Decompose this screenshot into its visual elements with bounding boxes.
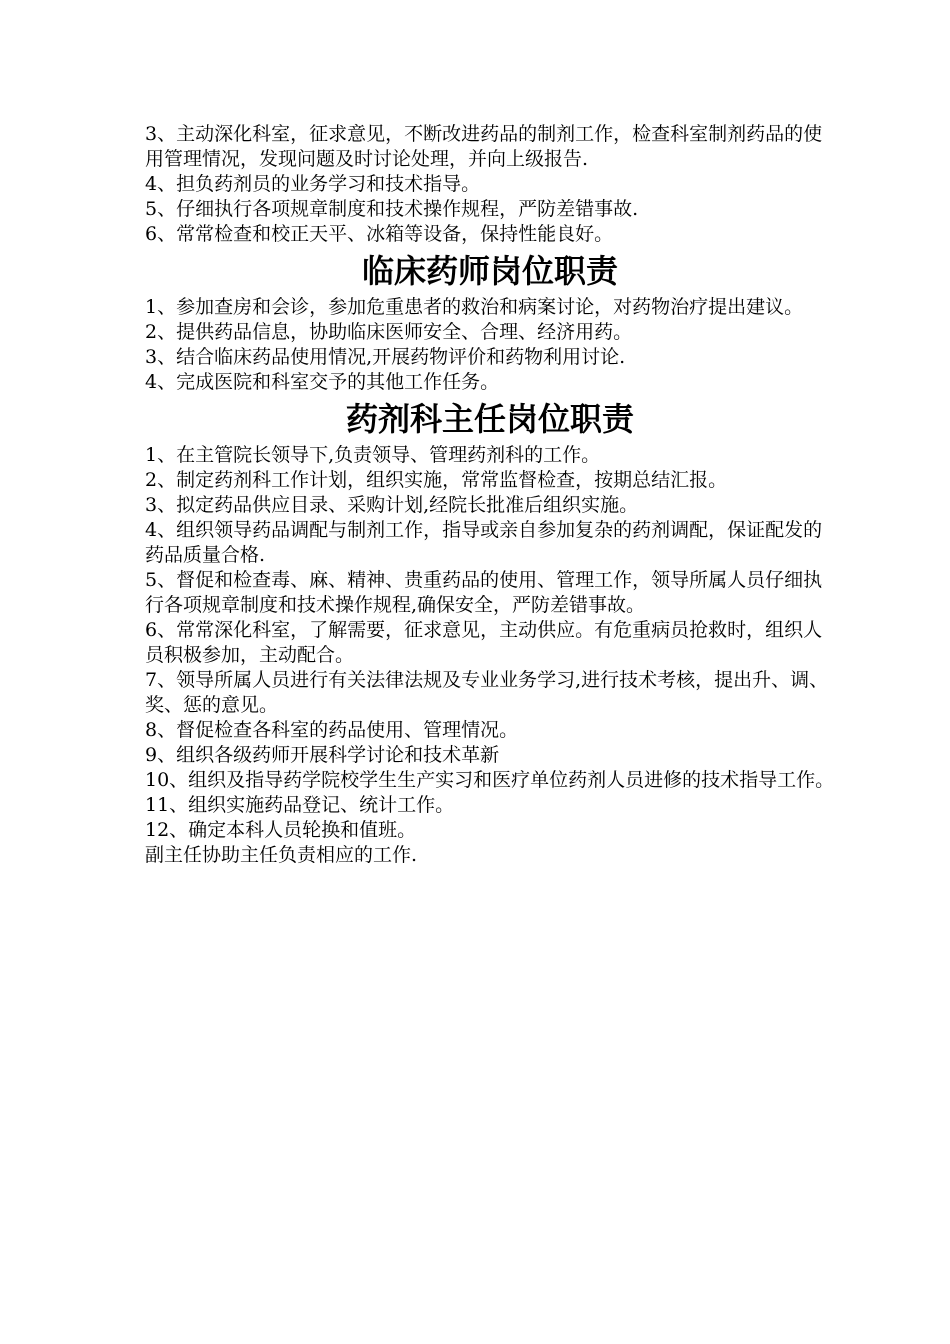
director-item-9: 9、组织各级药师开展科学讨论和技术革新 xyxy=(145,744,500,766)
director-item-1: 1、在主管院长领导下,负责领导、管理药剂科的工作。 xyxy=(145,444,601,466)
director-item-8: 8、督促检查各科室的药品使用、管理情况。 xyxy=(145,719,519,741)
director-item-12: 12、确定本科人员轮换和值班。 xyxy=(145,819,417,841)
director-item-5: 5、督促和检查毒、麻、精神、贵重药品的使用、管理工作，领导所属人员仔细执行各项规章制度和技术操作规程,确保安全，严防差错事故。 xyxy=(145,569,823,616)
director-item-11: 11、组织实施药品登记、统计工作。 xyxy=(145,794,455,816)
duty-item-4: 4、担负药剂员的业务学习和技术指导。 xyxy=(145,173,481,195)
director-item-10: 10、组织及指导药学院校学生生产实习和医疗单位药剂人员进修的技术指导工作。 xyxy=(145,769,835,791)
director-item-4: 4、组织领导药品调配与制剂工作，指导或亲自参加复杂的药剂调配，保证配发的药品质量合格. xyxy=(145,519,823,566)
document-body xyxy=(145,122,835,868)
director-item-6: 6、常常深化科室，了解需要，征求意见，主动供应。有危重病员抢救时，组织人员积极参加，主动配合。 xyxy=(145,619,823,666)
duty-item-6: 6、常常检查和校正天平、冰箱等设备，保持性能良好。 xyxy=(145,223,614,245)
clinical-item-1: 1、参加查房和会诊，参加危重患者的救治和病案讨论，对药物治疗提出建议。 xyxy=(145,296,804,318)
director-closing-note: 副主任协助主任负责相应的工作. xyxy=(145,844,418,866)
clinical-item-4: 4、完成医院和科室交予的其他工作任务。 xyxy=(145,371,500,393)
clinical-item-2: 2、提供药品信息，协助临床医师安全、合理、经济用药。 xyxy=(145,321,633,343)
duty-item-3: 3、主动深化科室，征求意见，不断改进药品的制剂工作，检查科室制剂药品的使用管理情况，发现问题及时讨论处理，并向上级报告. xyxy=(145,123,823,170)
director-item-3: 3、拟定药品供应目录、采购计划,经院长批准后组织实施。 xyxy=(145,494,639,516)
director-item-2: 2、制定药剂科工作计划，组织实施，常常监督检查，按期总结汇报。 xyxy=(145,469,728,491)
clinical-item-3: 3、结合临床药品使用情况,开展药物评价和药物利用讨论. xyxy=(145,346,626,368)
duty-item-5: 5、仔细执行各项规章制度和技术操作规程，严防差错事故. xyxy=(145,198,639,220)
clinical-pharmacist-title: 临床药师岗位职责 xyxy=(361,252,618,290)
director-item-7: 7、领导所属人员进行有关法律法规及专业业务学习,进行技术考核，提出升、调、奖、惩的意见。 xyxy=(145,669,829,716)
pharmacy-director-title: 药剂科主任岗位职责 xyxy=(345,400,634,438)
